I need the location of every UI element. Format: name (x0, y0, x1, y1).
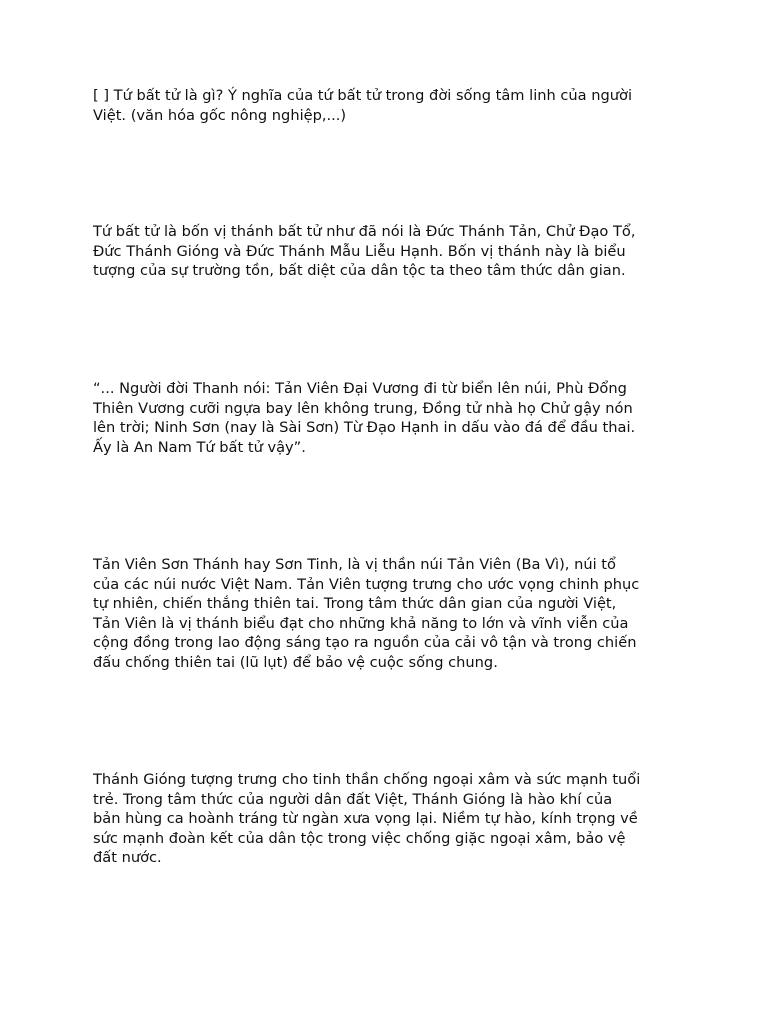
text-line: trẻ. Trong tâm thức của người dân đất Việt, Thánh Gióng là hào khí của (93, 790, 613, 808)
text-line: sức mạnh đoàn kết của dân tộc trong việc chống giặc ngoại xâm, bảo vệ (93, 829, 626, 847)
thanh-giong-paragraph (93, 770, 683, 868)
tan-vien-paragraph (93, 555, 683, 673)
text-line: đất nước. (93, 849, 162, 867)
quote-paragraph (93, 379, 683, 457)
text-line: Thánh Gióng tượng trưng cho tinh thần chống ngoại xâm và sức mạnh tuổi (93, 771, 641, 788)
text-line: Việt. (văn hóa gốc nông nghiệp,...) (93, 106, 347, 124)
text-line: Tứ bất tử là bốn vị thánh bất tử như đã nói là Đức Thánh Tản, Chử Đạo Tổ, (93, 223, 636, 240)
text-line: tự nhiên, chiến thắng thiên tai. Trong tâm thức dân gian của người Việt, (93, 595, 617, 613)
text-line: “... Người đời Thanh nói: Tản Viên Đại Vương đi từ biển lên núi, Phù Đổng (93, 380, 627, 397)
definition-paragraph (93, 222, 683, 281)
text-line: đấu chống thiên tai (lũ lụt) để bảo vệ cuộc sống chung. (93, 653, 498, 671)
text-line: Tản Viên Sơn Thánh hay Sơn Tinh, là vị thần núi Tản Viên (Ba Vì), núi tổ (93, 556, 616, 573)
text-line: bản hùng ca hoành tráng từ ngàn xưa vọng lại. Niềm tự hào, kính trọng về (93, 810, 638, 828)
text-line: cộng đồng trong lao động sáng tạo ra nguồn của cải vô tận và trong chiến (93, 634, 637, 652)
text-line: [ ] Tứ bất tử là gì? Ý nghĩa của tứ bất tử trong đời sống tâm linh của người (93, 87, 632, 104)
text-line: lên trời; Ninh Sơn (nay là Sài Sơn) Từ Đạo Hạnh in dấu vào đá để đầu thai. (93, 419, 636, 437)
text-line: Thiên Vương cưỡi ngựa bay lên không trung, Đồng tử nhà họ Chử gậy nón (93, 399, 633, 417)
text-line: Đức Thánh Gióng và Đức Thánh Mẫu Liễu Hạnh. Bốn vị thánh này là biểu (93, 242, 626, 260)
text-line: Ấy là An Nam Tứ bất tử vậy”. (93, 438, 306, 456)
question-paragraph (93, 86, 683, 125)
text-line: của các núi nước Việt Nam. Tản Viên tượng trưng cho ước vọng chinh phục (93, 575, 640, 593)
text-line: tượng của sự trường tồn, bất diệt của dân tộc ta theo tâm thức dân gian. (93, 262, 626, 280)
text-line: Tản Viên là vị thánh biểu đạt cho những khả năng to lớn và vĩnh viễn của (93, 614, 629, 632)
